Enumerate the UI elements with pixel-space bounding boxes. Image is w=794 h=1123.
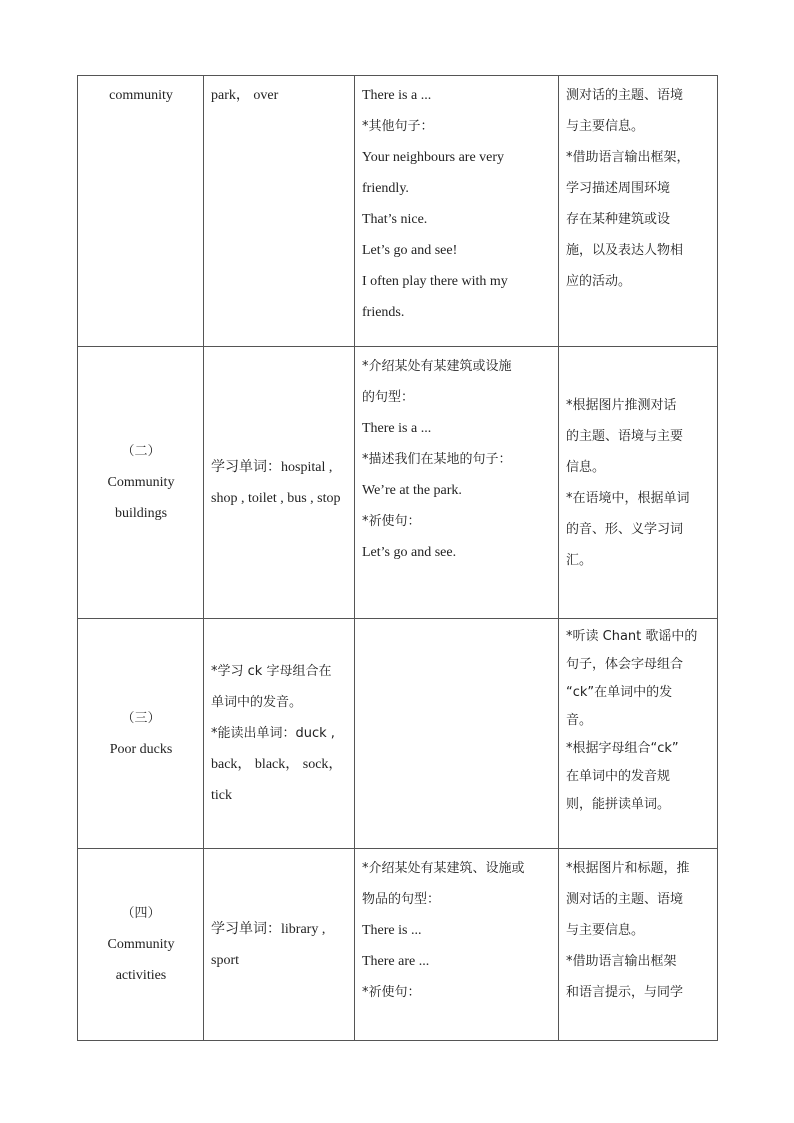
table-row — [78, 619, 718, 849]
lesson-plan-table — [77, 75, 718, 1041]
unit-cell — [78, 347, 204, 619]
cell-text: 的音、形、义学习词 — [566, 521, 684, 537]
cell-text: 单词中的发音。 — [211, 695, 303, 710]
cell-text: *根据图片和标题，推 — [566, 861, 690, 876]
vocabulary-cell — [204, 347, 355, 619]
cell-text: *借助语言输出框架 — [566, 954, 677, 969]
cell-text: activities — [115, 968, 167, 983]
sentence-pattern-cell — [355, 849, 559, 1041]
cell-text: 存在某种建筑或设 — [566, 212, 671, 227]
cell-text: friends. — [362, 305, 405, 320]
cell-text: 在单词中的发音规 — [566, 769, 671, 784]
cell-text: Your neighbours are very — [362, 150, 505, 165]
cell-text: 学习单词：library , — [211, 921, 326, 937]
cell-text: （四） — [121, 906, 161, 921]
cell-text: Let’s go and see. — [362, 545, 457, 560]
table-row — [78, 347, 718, 619]
vocabulary-cell — [204, 849, 355, 1041]
cell-text: 施，以及表达人物相 — [566, 243, 684, 258]
unit-cell — [78, 619, 204, 849]
table-row — [78, 76, 718, 347]
vocabulary-cell — [204, 76, 355, 347]
cell-text: *介绍某处有某建筑、设施或 — [362, 861, 525, 876]
cell-text: tick — [211, 788, 232, 803]
cell-text: （二） — [121, 444, 161, 459]
cell-text: 的主题、语境与主要 — [566, 428, 684, 444]
cell-text: *借助语言输出框架， — [566, 150, 690, 165]
cell-text: 信息。 — [566, 459, 606, 475]
cell-text: I often play there with my — [362, 274, 508, 289]
cell-text: friendly. — [362, 181, 409, 196]
cell-text: *介绍某处有某建筑或设施 — [362, 359, 512, 374]
cell-text: community — [109, 88, 173, 103]
cell-text: There are ... — [362, 954, 430, 969]
cell-text: *能读出单词：duck , — [211, 726, 335, 741]
cell-text: 与主要信息。 — [566, 119, 645, 134]
cell-text: 则，能拼读单词。 — [566, 797, 671, 812]
cell-text: back， black， sock， — [211, 757, 343, 772]
cell-text: We’re at the park. — [362, 483, 462, 498]
learning-goal-cell — [559, 76, 718, 347]
cell-text: park， over — [211, 88, 279, 103]
cell-text: sport — [211, 952, 239, 968]
cell-text: buildings — [114, 506, 168, 521]
cell-text: *在语境中，根据单词 — [566, 490, 690, 506]
sentence-pattern-cell — [355, 76, 559, 347]
cell-text: *根据图片推测对话 — [566, 397, 677, 413]
cell-text: 汇。 — [566, 552, 593, 568]
sentence-pattern-cell — [355, 619, 559, 849]
learning-goal-cell — [559, 849, 718, 1041]
cell-text: *祈使句： — [362, 985, 421, 1000]
cell-text: Poor ducks — [109, 741, 173, 757]
cell-text: Community — [107, 475, 175, 490]
cell-text: There is ... — [362, 923, 422, 938]
cell-text: There is a ... — [362, 88, 432, 103]
cell-text: 句子，体会字母组合 — [566, 657, 684, 672]
unit-cell — [78, 849, 204, 1041]
cell-text: Community — [107, 937, 175, 952]
table-row — [78, 849, 718, 1041]
cell-text: There is a ... — [362, 421, 432, 436]
cell-text: *其他句子： — [362, 119, 434, 134]
sentence-pattern-cell — [355, 347, 559, 619]
cell-text: shop , toilet , bus , stop — [211, 490, 341, 506]
cell-text: *根据字母组合“ck” — [566, 741, 679, 756]
cell-text: 和语言提示，与同学 — [566, 985, 684, 1000]
cell-text: 音。 — [566, 713, 593, 728]
cell-text: “ck”在单词中的发 — [566, 685, 673, 700]
cell-text: That’s nice. — [362, 212, 428, 227]
cell-text: 与主要信息。 — [566, 923, 645, 938]
cell-text: *听读 Chant 歌谣中的 — [566, 629, 698, 644]
learning-goal-cell — [559, 619, 718, 849]
cell-text: 测对话的主题、语境 — [566, 892, 684, 907]
cell-text: 应的活动。 — [566, 274, 632, 289]
cell-text: *祈使句： — [362, 514, 421, 529]
cell-text: 学习描述周围环境 — [566, 181, 671, 196]
unit-cell — [78, 76, 204, 347]
cell-text: *学习 ck 字母组合在 — [211, 664, 332, 679]
cell-text: *描述我们在某地的句子： — [362, 452, 512, 467]
vocabulary-cell — [204, 619, 355, 849]
cell-text: 测对话的主题、语境 — [566, 88, 684, 103]
cell-text: 学习单词：hospital , — [211, 459, 333, 475]
cell-text: （三） — [121, 710, 161, 726]
cell-text: 的句型： — [362, 390, 415, 405]
learning-goal-cell — [559, 347, 718, 619]
cell-text: 物品的句型： — [362, 892, 441, 907]
cell-text: Let’s go and see! — [362, 243, 458, 258]
